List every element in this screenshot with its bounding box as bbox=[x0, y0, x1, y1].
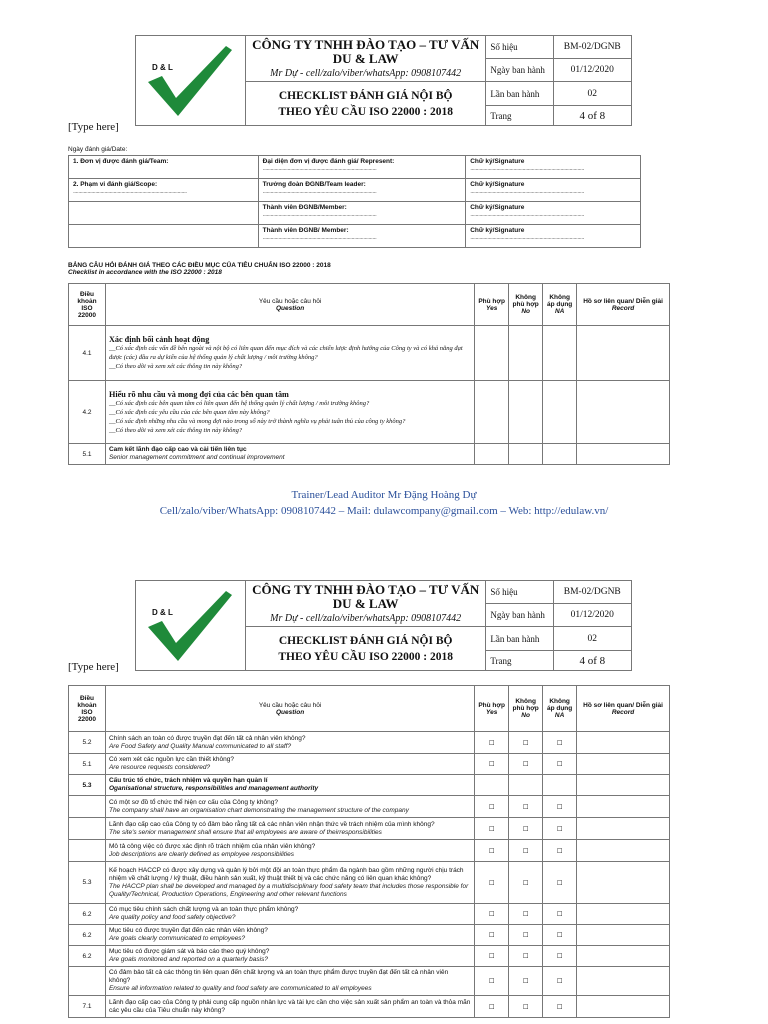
col-question: Yêu cầu hoặc câu hỏi Question bbox=[105, 284, 474, 326]
no-cell[interactable] bbox=[509, 444, 543, 465]
no-checkbox[interactable]: ☐ bbox=[509, 996, 543, 1018]
record-cell[interactable] bbox=[577, 925, 670, 946]
member-cell[interactable]: Thành viên ĐGNB/ Member: ....................................................................................... bbox=[258, 225, 466, 248]
checkmark-logo-icon bbox=[136, 36, 242, 120]
no-cell[interactable] bbox=[509, 381, 543, 444]
checklist-table-1 bbox=[68, 283, 670, 465]
clause-cell: 6.2 bbox=[69, 904, 106, 925]
document-header bbox=[135, 35, 632, 126]
clause-cell: 6.2 bbox=[69, 925, 106, 946]
table-row bbox=[69, 967, 670, 996]
yes-checkbox[interactable]: ☐ bbox=[475, 754, 509, 775]
no-checkbox[interactable]: ☐ bbox=[509, 796, 543, 818]
no-checkbox[interactable]: ☐ bbox=[509, 754, 543, 775]
yes-cell[interactable] bbox=[475, 326, 509, 381]
record-cell[interactable] bbox=[577, 444, 670, 465]
record-cell[interactable] bbox=[577, 996, 670, 1018]
company-contact: Mr Dự - cell/zalo/viber/whatsApp: 0908107442 bbox=[270, 68, 462, 79]
evaluation-date: Ngày đánh giá/Date: bbox=[68, 146, 128, 153]
question-cell: Lãnh đạo cấp cao của Công ty phải cung cấp nguồn nhân lực và tài lực cần cho việc sản xuất sản phẩm an toàn và thỏa mãn các yêu cầu của Tiêu chuẩn này không? bbox=[105, 996, 474, 1018]
na-checkbox[interactable]: ☐ bbox=[543, 925, 577, 946]
question-cell: Chính sách an toàn có được truyền đạt đến tất cả nhân viên không? Are Food Safety and Quality Manual communicated to all staff? bbox=[105, 732, 474, 754]
table-row bbox=[69, 732, 670, 754]
no-checkbox[interactable]: ☐ bbox=[509, 732, 543, 754]
yes-cell[interactable] bbox=[475, 444, 509, 465]
team-cell[interactable]: 1. Đơn vị được đánh giá/Team: bbox=[69, 156, 259, 179]
team-leader-cell[interactable]: Trưởng đoàn ĐGNB/Team leader: ....................................................................................... bbox=[258, 179, 466, 202]
record-cell[interactable] bbox=[577, 796, 670, 818]
lan-label: Lần ban hành bbox=[486, 82, 553, 106]
svg-text:D & L: D & L bbox=[152, 608, 173, 617]
trang-label: Trang bbox=[486, 106, 553, 126]
clause-cell bbox=[69, 818, 106, 840]
audit-info-table bbox=[68, 155, 641, 248]
yes-checkbox[interactable]: ☐ bbox=[475, 818, 509, 840]
logo bbox=[136, 36, 246, 126]
yes-checkbox[interactable]: ☐ bbox=[475, 732, 509, 754]
question-cell: Kế hoạch HACCP có được xây dựng và quản lý bởi một đội an toàn thực phẩm đa ngành bao gồm những người chịu trách nhiệm về chất lượng / kỹ thuật, điều hành sản xuất, kỹ thuật thiết bị và các chức năng có liên quan khác không? The HACCP plan shall be developed and managed by a multidisciplinary food safety team that includes those responsible for Quality/Technical, Production Operations, Engineering and other relevant functions bbox=[105, 862, 474, 904]
table-row bbox=[69, 996, 670, 1018]
lan-value: 02 bbox=[553, 82, 631, 106]
na-checkbox bbox=[543, 775, 577, 796]
clause-cell: 5.2 bbox=[69, 732, 106, 754]
na-cell[interactable] bbox=[543, 326, 577, 381]
signature-cell[interactable]: Chữ ký/Signature ....................................................................................... bbox=[466, 202, 641, 225]
table-row bbox=[69, 818, 670, 840]
record-cell[interactable] bbox=[577, 775, 670, 796]
no-cell[interactable] bbox=[509, 326, 543, 381]
record-cell[interactable] bbox=[577, 818, 670, 840]
question-cell: Có mục tiêu chính sách chất lượng và an toàn thực phẩm không? Are quality policy and food safety objective? bbox=[105, 904, 474, 925]
na-checkbox[interactable]: ☐ bbox=[543, 996, 577, 1018]
table-row: 4.2 Hiểu rõ nhu cầu và mong đợi của các bên quan tâm __Có xác định các bên quan tâm có liên quan đến hệ thống quản lý chất lượng / môi trường không? __Có xác định các yêu cầu của các bên quan tâm này không? __Có xác định những nhu cầu và mong đợi nào trong số này trở thành nghĩa vụ phải tuân thủ của công ty không? __Có theo dõi và xem xét các thông tin này không? bbox=[69, 381, 670, 444]
yes-checkbox[interactable]: ☐ bbox=[475, 946, 509, 967]
clause-cell bbox=[69, 796, 106, 818]
col-no: Không phù hợp No bbox=[509, 284, 543, 326]
table-row bbox=[69, 840, 670, 862]
question-cell: Cấu trúc tổ chức, trách nhiệm và quyền hạn quản lí Oganisational structure, responsibilities and management authority bbox=[105, 775, 474, 796]
na-checkbox[interactable]: ☐ bbox=[543, 946, 577, 967]
svg-text:D & L: D & L bbox=[152, 63, 173, 72]
question-cell: Lãnh đạo cấp cao của Công ty có đảm bảo rằng tất cả các nhân viên nhận thức về trách nhiệm của mình không? The site's senior management shall ensure that all employees are aware of theirresponsibilities bbox=[105, 818, 474, 840]
yes-checkbox[interactable]: ☐ bbox=[475, 796, 509, 818]
na-cell[interactable] bbox=[543, 381, 577, 444]
question-cell: Có xem xét các nguồn lực cần thiết không? Are resource requests considered? bbox=[105, 754, 474, 775]
so-hieu-value: BM-02/DGNB bbox=[553, 36, 631, 59]
signature-cell[interactable]: Chữ ký/Signature ....................................................................................... bbox=[466, 156, 641, 179]
record-cell[interactable] bbox=[577, 862, 670, 904]
no-checkbox bbox=[509, 775, 543, 796]
na-checkbox[interactable]: ☐ bbox=[543, 796, 577, 818]
question-cell: Mô tả công việc có được xác định rõ trách nhiệm của nhân viên không? Job descriptions are clearly defined as employee responsibilities bbox=[105, 840, 474, 862]
clause-cell: 5.3 bbox=[69, 862, 106, 904]
empty-cell bbox=[69, 202, 259, 225]
checkmark-logo-icon bbox=[136, 581, 242, 665]
col-na: Không áp dụng NA bbox=[543, 284, 577, 326]
trainer-footer: Trainer/Lead Auditor Mr Đặng Hoàng Dự Cell/zalo/viber/WhatsApp: 0908107442 – Mail: dulawcompany@gmail.com – Web: http://edulaw.vn/ bbox=[0, 487, 768, 519]
table-row: 5.1 Cam kết lãnh đạo cấp cao và cải tiến liên tục Senior management commitment and continual improvement bbox=[69, 444, 670, 465]
na-checkbox[interactable]: ☐ bbox=[543, 732, 577, 754]
col-record: Hồ sơ liên quan/ Diễn giải Record bbox=[577, 284, 670, 326]
type-here-placeholder[interactable]: [Type here] bbox=[68, 661, 119, 673]
table-row: 4.1 Xác định bối cảnh hoạt động __Có xác định các vấn đề bên ngoài và nội bộ có liên quan đến mục đích và các chiến lược định hướng của Công ty và có khả năng đạt được (các) đầu ra dự kiến của hệ thống quản lý chất lượng / môi trường không? __Có theo dõi và xem xét các thông tin này không? bbox=[69, 326, 670, 381]
clause-cell: 6.2 bbox=[69, 946, 106, 967]
ngay-label: Ngày ban hành bbox=[486, 59, 553, 82]
no-checkbox[interactable]: ☐ bbox=[509, 904, 543, 925]
no-checkbox[interactable]: ☐ bbox=[509, 862, 543, 904]
so-hieu-label: Số hiệu bbox=[486, 36, 553, 59]
na-cell[interactable] bbox=[543, 444, 577, 465]
page-2 bbox=[0, 555, 768, 1024]
na-checkbox[interactable]: ☐ bbox=[543, 840, 577, 862]
yes-checkbox[interactable]: ☐ bbox=[475, 862, 509, 904]
checklist-table-2: Điều khoản ISO 22000 Yêu cầu hoặc câu hỏi Question Phù hợp Yes Không phù hợp No Không áp dụng NA Hồ sơ liên quan/ Diễn giải Record 5.2 Chính sách an toàn có được truyền đạt đến tất cả nhân viên không? Are Food Safety and Quality Manual communicated to all staff? ☐ ☐ ☐ 5.1 Có xem xét các nguồn lực cần thiết không? Are resource requests considered? ☐ ☐ ☐ 5.3 Cấu trúc tổ chức, trách nhiệm và quyền hạn quản lí Oganisational structure, responsibilities and management authority Có một sơ đồ tổ chức thể hiện cơ cấu của Công ty không? The company shall have an organisation chart demonstrating the management structure of the company ☐ ☐ ☐ Lãnh đạo cấp cao của Công ty có đảm bảo rằng tất cả các nhân viên nhận thức về trách nhiệm của mình không? The site's senior management shall ensure that all employees are aware of theirresponsibilities ☐ ☐ ☐ Mô tả công việc có được xác định rõ trách nhiệm của nhân viên không? Job descriptions are clearly defined as employee responsibilities ☐ ☐ ☐ 5.3 Kế hoạch HACCP có được xây dựng và quản lý bởi một đội an toàn thực phẩm đa ngành bao gồm những người chịu trách nhiệm về chất lượng / kỹ thuật, điều hành sản xuất, kỹ thuật thiết bị và các chức năng có liên quan khác không? The HACCP plan shall be developed and managed by a multidisciplinary food safety team that includes those responsible for Quality/Technical, Production Operations, Engineering and other relevant functions ☐ ☐ ☐ 6.2 Có mục tiêu chính sách chất lượng và an toàn thực phẩm không? Are quality policy and food safety objective? ☐ ☐ ☐ 6.2 Mục tiêu có được truyền đạt đến các nhân viên không? Are goals clearly communicated to employees? ☐ ☐ ☐ 6.2 Mục tiêu có được giám sát và báo cáo theo quý không? Are goals monitored and reported on a quarterly basis? ☐ ☐ ☐ Có đảm bảo tất cả các thông tin liên quan đến chất lượng và an toàn thực phẩm được truyền đạt đến tất cả nhân viên không? Ensure all information related to quality and food safety are communicated to all employees ☐ ☐ ☐ 7.1 Lãnh đạo cấp cao của Công ty phải cung cấp nguồn nhân lực và tài lực cần cho việc sản xuất sản phẩm an toàn và thỏa mãn các yêu cầu của Tiêu chuẩn này không? ☐ ☐ ☐ bbox=[68, 685, 670, 1018]
ngay-value: 01/12/2020 bbox=[553, 59, 631, 82]
yes-checkbox[interactable]: ☐ bbox=[475, 904, 509, 925]
table-row bbox=[69, 904, 670, 925]
scope-cell[interactable]: 2. Phạm vi đánh giá/Scope: ....................................................................................... bbox=[69, 179, 259, 202]
clause-cell bbox=[69, 967, 106, 996]
clause-cell: 7.1 bbox=[69, 996, 106, 1018]
table-row bbox=[69, 862, 670, 904]
question-cell: Mục tiêu có được truyền đạt đến các nhân viên không? Are goals clearly communicated to employees? bbox=[105, 925, 474, 946]
trang-value: 4 of 8 bbox=[553, 106, 631, 126]
company-name: CÔNG TY TNHH ĐÀO TẠO – TƯ VẤN DU & LAW bbox=[252, 37, 480, 66]
checklist-title: CHECKLIST ĐÁNH GIÁ NỘI BỘ THEO YÊU CẦU ISO 22000 : 2018 bbox=[245, 627, 485, 671]
signature-cell[interactable]: Chữ ký/Signature ....................................................................................... bbox=[466, 179, 641, 202]
record-cell[interactable] bbox=[577, 967, 670, 996]
record-cell[interactable] bbox=[577, 381, 670, 444]
record-cell[interactable] bbox=[577, 946, 670, 967]
clause-cell: 5.3 bbox=[69, 775, 106, 796]
record-cell[interactable] bbox=[577, 732, 670, 754]
contact-links[interactable]: Cell/zalo/viber/WhatsApp: 0908107442 – Mail: dulawcompany@gmail.com – Web: http://edulaw.vn/ bbox=[159, 505, 609, 517]
empty-cell bbox=[69, 225, 259, 248]
yes-checkbox[interactable]: ☐ bbox=[475, 996, 509, 1018]
document-header: D & L CÔNG TY TNHH ĐÀO TẠO – TƯ VẤN DU & LAW Mr Dự - cell/zalo/viber/whatsApp: 0908107442 Số hiệu BM-02/DGNB Ngày ban hành 01/12/2020 CHECKLIST ĐÁNH GIÁ NỘI BỘ THEO YÊU CẦU ISO 22000 : 2018 Lần ban hành 02 Trang 4 of 8 bbox=[135, 580, 632, 671]
company-block bbox=[245, 36, 485, 82]
page-1 bbox=[0, 0, 768, 490]
col-clause: Điều khoản ISO 22000 bbox=[69, 284, 106, 326]
no-checkbox[interactable]: ☐ bbox=[509, 925, 543, 946]
col-yes: Phù hợp Yes bbox=[475, 284, 509, 326]
na-checkbox[interactable]: ☐ bbox=[543, 818, 577, 840]
clause-cell bbox=[69, 840, 106, 862]
logo bbox=[136, 581, 246, 671]
record-cell[interactable] bbox=[577, 326, 670, 381]
na-checkbox[interactable]: ☐ bbox=[543, 754, 577, 775]
na-checkbox[interactable]: ☐ bbox=[543, 967, 577, 996]
signature-cell[interactable]: Chữ ký/Signature ....................................................................................... bbox=[466, 225, 641, 248]
record-cell[interactable] bbox=[577, 904, 670, 925]
table-row bbox=[69, 925, 670, 946]
no-checkbox[interactable]: ☐ bbox=[509, 946, 543, 967]
yes-checkbox[interactable]: ☐ bbox=[475, 925, 509, 946]
no-checkbox[interactable]: ☐ bbox=[509, 967, 543, 996]
checklist-title: CHECKLIST ĐÁNH GIÁ NỘI BỘ THEO YÊU CẦU ISO 22000 : 2018 bbox=[245, 82, 485, 126]
yes-checkbox[interactable]: ☐ bbox=[475, 967, 509, 996]
record-cell[interactable] bbox=[577, 754, 670, 775]
checklist-heading: BẢNG CÂU HỎI ĐÁNH GIÁ THEO CÁC ĐIỀU MỤC CỦA TIÊU CHUẨN ISO 22000 : 2018 Checklist in accordance with the ISO 22000 : 2018 bbox=[68, 262, 331, 276]
company-block: CÔNG TY TNHH ĐÀO TẠO – TƯ VẤN DU & LAW Mr Dự - cell/zalo/viber/whatsApp: 0908107442 bbox=[245, 581, 485, 627]
table-row bbox=[69, 754, 670, 775]
question-cell: Có đảm bảo tất cả các thông tin liên quan đến chất lượng và an toàn thực phẩm được truyền đạt đến tất cả nhân viên không? Ensure all information related to quality and food safety are communicated to all employees bbox=[105, 967, 474, 996]
table-row bbox=[69, 775, 670, 796]
no-checkbox[interactable]: ☐ bbox=[509, 818, 543, 840]
record-cell[interactable] bbox=[577, 840, 670, 862]
yes-cell[interactable] bbox=[475, 381, 509, 444]
na-checkbox[interactable]: ☐ bbox=[543, 862, 577, 904]
clause-cell: 5.1 bbox=[69, 754, 106, 775]
table-row bbox=[69, 796, 670, 818]
question-cell: Có một sơ đồ tổ chức thể hiện cơ cấu của Công ty không? The company shall have an organisation chart demonstrating the management structure of the company bbox=[105, 796, 474, 818]
represent-cell[interactable]: Đại diện đơn vị được đánh giá/ Represent: ....................................................................................... bbox=[258, 156, 466, 179]
table-row bbox=[69, 946, 670, 967]
na-checkbox[interactable]: ☐ bbox=[543, 904, 577, 925]
question-cell: Mục tiêu có được giám sát và báo cáo theo quý không? Are goals monitored and reported on a quarterly basis? bbox=[105, 946, 474, 967]
type-here-placeholder[interactable]: [Type here] bbox=[68, 121, 119, 133]
yes-checkbox[interactable]: ☐ bbox=[475, 840, 509, 862]
member-cell[interactable]: Thành viên ĐGNB/Member: ....................................................................................... bbox=[258, 202, 466, 225]
no-checkbox[interactable]: ☐ bbox=[509, 840, 543, 862]
yes-checkbox bbox=[475, 775, 509, 796]
